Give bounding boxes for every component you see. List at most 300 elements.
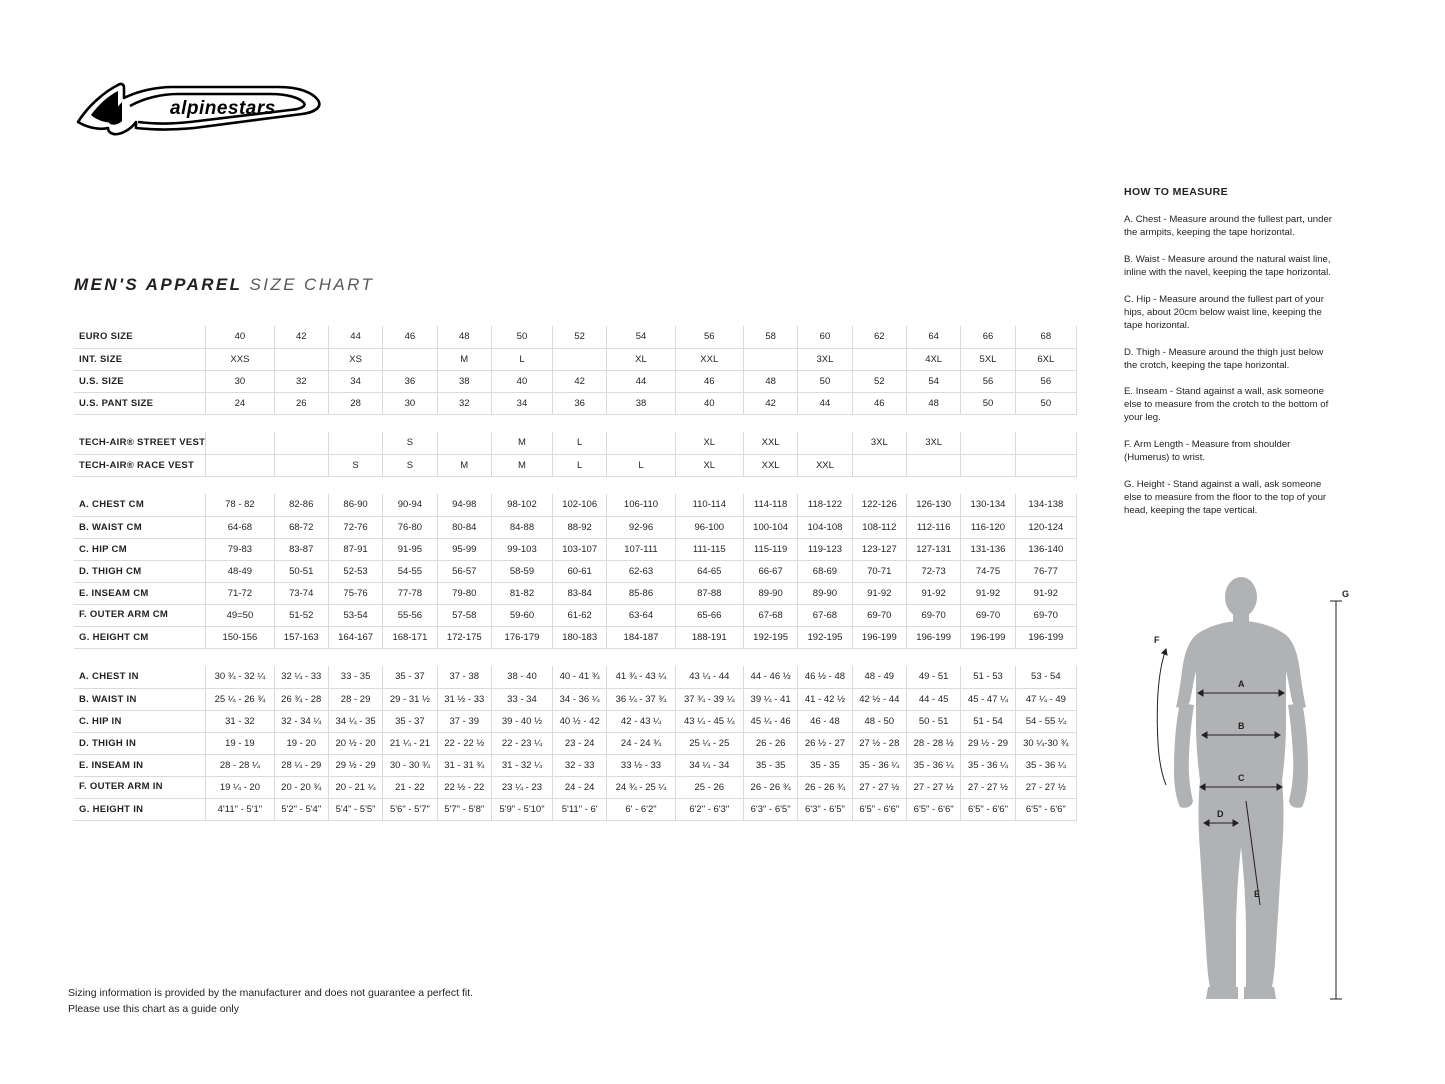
table-cell: 46 ½ - 48: [798, 666, 852, 688]
table-cell: 44: [798, 392, 852, 414]
table-cell: 67-68: [743, 604, 797, 626]
table-cell: 50 - 51: [906, 710, 960, 732]
table-cell: 53 - 54: [1015, 666, 1076, 688]
table-cell: 50: [491, 326, 552, 348]
table-cell: 94-98: [437, 494, 491, 516]
table-cell: 49=50: [206, 604, 274, 626]
alpinestars-logo: [74, 78, 324, 138]
table-cell: 42: [743, 392, 797, 414]
table-cell: 6'2" - 6'3": [675, 798, 743, 820]
table-cell: 6'5" - 6'6": [852, 798, 906, 820]
table-cell: 196-199: [1015, 626, 1076, 648]
table-cell: 60: [798, 326, 852, 348]
table-cell: 26: [274, 392, 328, 414]
table-cell: 3XL: [852, 432, 906, 454]
table-cell: 6'5" - 6'6": [961, 798, 1015, 820]
table-cell: 107-111: [607, 538, 675, 560]
table-cell: 95-99: [437, 538, 491, 560]
table-cell: 35 - 37: [383, 666, 437, 688]
table-row: [74, 710, 1077, 732]
table-row: [74, 798, 1077, 820]
table-cell: 35 - 35: [743, 754, 797, 776]
table-cell: 134-138: [1015, 494, 1076, 516]
table-cell: 23 - 24: [553, 732, 607, 754]
alpinestars-logo-icon: [74, 78, 324, 138]
table-row: [74, 370, 1077, 392]
table-row: [74, 348, 1077, 370]
table-cell: 46: [852, 392, 906, 414]
table-cell: 22 - 22 ½: [437, 732, 491, 754]
table-row: [74, 560, 1077, 582]
table-spacer-row: [74, 648, 1077, 666]
table-cell: 35 - 36 ¼: [1015, 754, 1076, 776]
table-cell: 91-92: [961, 582, 1015, 604]
table-spacer-row: [74, 476, 1077, 494]
table-cell: 50: [1015, 392, 1076, 414]
row-label: TECH-AIR® STREET VEST: [74, 432, 206, 454]
row-label: G. HEIGHT CM: [74, 626, 206, 648]
table-cell: 164-167: [328, 626, 382, 648]
table-cell: 48 - 50: [852, 710, 906, 732]
table-cell: 5'4" - 5'5": [328, 798, 382, 820]
table-cell: 48-49: [206, 560, 274, 582]
table-cell: 51-52: [274, 604, 328, 626]
table-cell: 31 - 31 ¾: [437, 754, 491, 776]
table-cell: 40 - 41 ¾: [553, 666, 607, 688]
table-cell: 58: [743, 326, 797, 348]
footnote: [68, 985, 473, 1018]
table-row: [74, 732, 1077, 754]
figure-label-e: E: [1254, 889, 1261, 899]
table-cell: 56: [1015, 370, 1076, 392]
table-cell: 76-80: [383, 516, 437, 538]
how-to-measure-item-e: E. Inseam - Stand against a wall, ask someone else to measure from the crotch to the bottom of your leg.: [1124, 386, 1329, 424]
figure-label-f: F: [1154, 635, 1160, 645]
table-cell: 50-51: [274, 560, 328, 582]
table-cell: [906, 454, 960, 476]
table-cell: 3XL: [798, 348, 852, 370]
table-cell: 32 - 34 ¼: [274, 710, 328, 732]
table-cell: 27 - 27 ½: [1015, 776, 1076, 798]
table-cell: 54: [607, 326, 675, 348]
table-row: [74, 326, 1077, 348]
table-cell: [743, 348, 797, 370]
table-cell: 30 ¼-30 ¾: [1015, 732, 1076, 754]
table-cell: 5'7" - 5'8": [437, 798, 491, 820]
table-cell: 28 - 28 ½: [906, 732, 960, 754]
table-cell: 188-191: [675, 626, 743, 648]
table-cell: 62-63: [607, 560, 675, 582]
table-cell: 6'5" - 6'6": [1015, 798, 1076, 820]
table-row: [74, 776, 1077, 798]
row-label: D. THIGH CM: [74, 560, 206, 582]
table-cell: 46 - 48: [798, 710, 852, 732]
table-cell: 72-76: [328, 516, 382, 538]
table-cell: 31 - 32 ¼: [491, 754, 552, 776]
row-label: U.S. PANT SIZE: [74, 392, 206, 414]
table-row: [74, 454, 1077, 476]
table-cell: 136-140: [1015, 538, 1076, 560]
table-cell: 30 ¾ - 32 ¼: [206, 666, 274, 688]
table-cell: 26 - 26: [743, 732, 797, 754]
table-cell: 32: [274, 370, 328, 392]
table-cell: 34 ¼ - 35: [328, 710, 382, 732]
table-cell: 127-131: [906, 538, 960, 560]
table-cell: 48: [743, 370, 797, 392]
table-cell: 31 - 32: [206, 710, 274, 732]
row-label: A. CHEST IN: [74, 666, 206, 688]
row-label: INT. SIZE: [74, 348, 206, 370]
table-cell: 50: [798, 370, 852, 392]
row-label: EURO SIZE: [74, 326, 206, 348]
row-label: E. INSEAM IN: [74, 754, 206, 776]
table-cell: 131-136: [961, 538, 1015, 560]
table-cell: 24 - 24 ¾: [607, 732, 675, 754]
table-cell: 35 - 36 ¼: [852, 754, 906, 776]
table-cell: 54-55: [383, 560, 437, 582]
row-label: F. OUTER ARM CM: [74, 604, 206, 626]
table-cell: 43 ¼ - 44: [675, 666, 743, 688]
table-cell: 110-114: [675, 494, 743, 516]
table-cell: 19 - 19: [206, 732, 274, 754]
table-cell: 39 - 40 ½: [491, 710, 552, 732]
table-cell: 24 - 24: [553, 776, 607, 798]
body-figure-icon: [1124, 575, 1374, 1015]
table-cell: 42: [274, 326, 328, 348]
row-label: TECH-AIR® RACE VEST: [74, 454, 206, 476]
table-cell: 54: [906, 370, 960, 392]
row-label: C. HIP CM: [74, 538, 206, 560]
table-cell: 31 ½ - 33: [437, 688, 491, 710]
table-cell: 104-108: [798, 516, 852, 538]
table-cell: 6'3" - 6'5": [798, 798, 852, 820]
table-cell: 45 - 47 ¼: [961, 688, 1015, 710]
table-cell: 130-134: [961, 494, 1015, 516]
table-cell: [206, 454, 274, 476]
how-to-measure-item-g: G. Height - Stand against a wall, ask someone else to measure from the floor to the top of your head, keeping the tape vertical.: [1124, 479, 1327, 516]
table-cell: XL: [607, 348, 675, 370]
table-cell: 5'9" - 5'10": [491, 798, 552, 820]
table-cell: 25 - 26: [675, 776, 743, 798]
table-cell: [274, 454, 328, 476]
table-cell: 41 ¾ - 43 ¼: [607, 666, 675, 688]
table-cell: 45 ¼ - 46: [743, 710, 797, 732]
table-cell: 192-195: [743, 626, 797, 648]
table-cell: 66: [961, 326, 1015, 348]
table-cell: 86-90: [328, 494, 382, 516]
table-cell: 83-84: [553, 582, 607, 604]
table-cell: 6XL: [1015, 348, 1076, 370]
table-cell: 26 - 26 ¾: [798, 776, 852, 798]
table-cell: 88-92: [553, 516, 607, 538]
table-cell: 60-61: [553, 560, 607, 582]
table-cell: XXL: [743, 432, 797, 454]
footnote-line-2: Please use this chart as a guide only: [68, 1003, 240, 1016]
table-cell: 172-175: [437, 626, 491, 648]
table-cell: [852, 454, 906, 476]
table-cell: 57-58: [437, 604, 491, 626]
table-cell: 73-74: [274, 582, 328, 604]
table-cell: 52: [553, 326, 607, 348]
table-cell: 103-107: [553, 538, 607, 560]
table-cell: 37 ¾ - 39 ¼: [675, 688, 743, 710]
table-cell: 28 - 28 ¼: [206, 754, 274, 776]
table-cell: 36 ¼ - 37 ¾: [607, 688, 675, 710]
table-cell: 5'2" - 5'4": [274, 798, 328, 820]
table-cell: 55-56: [383, 604, 437, 626]
table-cell: 22 ½ - 22: [437, 776, 491, 798]
table-cell: 29 ½ - 29: [328, 754, 382, 776]
table-cell: 76-77: [1015, 560, 1076, 582]
table-cell: 79-80: [437, 582, 491, 604]
table-cell: 37 - 38: [437, 666, 491, 688]
page-title: [74, 275, 374, 295]
table-cell: 28 - 29: [328, 688, 382, 710]
table-cell: 51 - 54: [961, 710, 1015, 732]
table-cell: 91-92: [906, 582, 960, 604]
figure-label-a: A: [1238, 679, 1245, 689]
table-cell: 90-94: [383, 494, 437, 516]
table-cell: 84-88: [491, 516, 552, 538]
table-row: [74, 432, 1077, 454]
table-cell: XS: [328, 348, 382, 370]
table-cell: 157-163: [274, 626, 328, 648]
table-cell: [206, 432, 274, 454]
table-cell: 69-70: [852, 604, 906, 626]
table-cell: 40: [491, 370, 552, 392]
table-cell: 89-90: [743, 582, 797, 604]
table-cell: 91-92: [852, 582, 906, 604]
table-cell: 35 - 36 ¼: [961, 754, 1015, 776]
row-label: G. HEIGHT IN: [74, 798, 206, 820]
table-cell: S: [383, 432, 437, 454]
table-cell: 37 - 39: [437, 710, 491, 732]
how-to-measure-item-d: D. Thigh - Measure around the thigh just below the crotch, keeping the tape horizontal.: [1124, 346, 1324, 371]
table-cell: 6'5" - 6'6": [906, 798, 960, 820]
table-cell: 38 - 40: [491, 666, 552, 688]
table-cell: 44 - 45: [906, 688, 960, 710]
how-to-measure-panel: [1124, 186, 1334, 532]
table-cell: 22 - 23 ¼: [491, 732, 552, 754]
table-cell: [607, 432, 675, 454]
table-cell: 29 - 31 ½: [383, 688, 437, 710]
table-cell: 150-156: [206, 626, 274, 648]
table-cell: 5XL: [961, 348, 1015, 370]
table-cell: [961, 432, 1015, 454]
how-to-measure-item-f: F. Arm Length - Measure from shoulder (Humerus) to wrist.: [1124, 439, 1291, 464]
table-cell: [274, 348, 328, 370]
table-cell: XXL: [675, 348, 743, 370]
table-cell: XXL: [798, 454, 852, 476]
table-cell: 24 ¾ - 25 ¼: [607, 776, 675, 798]
table-cell: 68: [1015, 326, 1076, 348]
table-cell: 111-115: [675, 538, 743, 560]
table-cell: 26 ½ - 27: [798, 732, 852, 754]
table-cell: 6' - 6'2": [607, 798, 675, 820]
table-cell: [1015, 454, 1076, 476]
table-spacer-row: [74, 414, 1077, 432]
table-row: [74, 582, 1077, 604]
table-cell: 40 ½ - 42: [553, 710, 607, 732]
table-cell: 79-83: [206, 538, 274, 560]
table-cell: 196-199: [852, 626, 906, 648]
table-cell: 91-92: [1015, 582, 1076, 604]
table-cell: 33 - 35: [328, 666, 382, 688]
table-cell: 192-195: [798, 626, 852, 648]
table-cell: 30: [206, 370, 274, 392]
table-cell: 63-64: [607, 604, 675, 626]
table-cell: 30: [383, 392, 437, 414]
logo-wordmark: alpinestars: [170, 98, 276, 119]
table-cell: 77-78: [383, 582, 437, 604]
table-cell: S: [383, 454, 437, 476]
table-cell: 120-124: [1015, 516, 1076, 538]
table-cell: 99-103: [491, 538, 552, 560]
table-cell: 51 - 53: [961, 666, 1015, 688]
table-cell: 43 ¼ - 45 ¼: [675, 710, 743, 732]
table-cell: 85-86: [607, 582, 675, 604]
table-cell: 30 - 30 ¾: [383, 754, 437, 776]
table-cell: 116-120: [961, 516, 1015, 538]
table-cell: L: [553, 454, 607, 476]
table-cell: XL: [675, 454, 743, 476]
table-row: [74, 688, 1077, 710]
row-label: A. CHEST CM: [74, 494, 206, 516]
table-cell: 180-183: [553, 626, 607, 648]
table-cell: S: [328, 454, 382, 476]
table-cell: 27 ½ - 28: [852, 732, 906, 754]
table-cell: 108-112: [852, 516, 906, 538]
table-cell: 20 ½ - 20: [328, 732, 382, 754]
table-cell: 48 - 49: [852, 666, 906, 688]
table-spacer-cell: [74, 414, 1077, 432]
table-cell: 38: [607, 392, 675, 414]
table-cell: 24: [206, 392, 274, 414]
table-cell: 56: [675, 326, 743, 348]
table-cell: 196-199: [961, 626, 1015, 648]
row-label: U.S. SIZE: [74, 370, 206, 392]
size-chart-table: [74, 326, 1077, 821]
table-cell: [553, 348, 607, 370]
table-cell: 35 - 35: [798, 754, 852, 776]
table-cell: 27 - 27 ½: [906, 776, 960, 798]
table-cell: 112-116: [906, 516, 960, 538]
table-cell: 42 ½ - 44: [852, 688, 906, 710]
table-cell: 48: [437, 326, 491, 348]
table-cell: 34 - 36 ¼: [553, 688, 607, 710]
figure-label-c: C: [1238, 773, 1245, 783]
table-cell: 42: [553, 370, 607, 392]
table-cell: 49 - 51: [906, 666, 960, 688]
table-cell: 69-70: [906, 604, 960, 626]
table-cell: 34: [328, 370, 382, 392]
table-cell: 44: [607, 370, 675, 392]
table-cell: 83-87: [274, 538, 328, 560]
table-cell: 36: [553, 392, 607, 414]
table-cell: 35 - 36 ¼: [906, 754, 960, 776]
table-cell: 20 - 20 ¾: [274, 776, 328, 798]
table-cell: 118-122: [798, 494, 852, 516]
table-cell: 123-127: [852, 538, 906, 560]
table-cell: 28: [328, 392, 382, 414]
table-cell: M: [491, 432, 552, 454]
table-cell: M: [437, 348, 491, 370]
table-cell: 36: [383, 370, 437, 392]
table-cell: 54 - 55 ¼: [1015, 710, 1076, 732]
table-cell: XL: [675, 432, 743, 454]
measurement-diagram: [1124, 575, 1374, 1015]
table-cell: 5'11" - 6': [553, 798, 607, 820]
table-cell: 32 - 33: [553, 754, 607, 776]
table-cell: 5'6" - 5'7": [383, 798, 437, 820]
table-cell: 122-126: [852, 494, 906, 516]
table-cell: 184-187: [607, 626, 675, 648]
table-cell: 61-62: [553, 604, 607, 626]
table-cell: [961, 454, 1015, 476]
table-cell: 176-179: [491, 626, 552, 648]
row-label: C. HIP IN: [74, 710, 206, 732]
table-cell: M: [491, 454, 552, 476]
table-spacer-cell: [74, 476, 1077, 494]
table-cell: 39 ¼ - 41: [743, 688, 797, 710]
table-row: [74, 494, 1077, 516]
table-cell: 40: [206, 326, 274, 348]
table-cell: XXL: [743, 454, 797, 476]
how-to-measure-item-c: C. Hip - Measure around the fullest part of your hips, about 20cm below waist line, keeping the tape horizontal.: [1124, 293, 1324, 331]
table-cell: 48: [906, 392, 960, 414]
table-cell: 70-71: [852, 560, 906, 582]
table-cell: 82-86: [274, 494, 328, 516]
table-cell: 64-68: [206, 516, 274, 538]
table-row: [74, 626, 1077, 648]
table-cell: 19 ¼ - 20: [206, 776, 274, 798]
table-cell: 40: [675, 392, 743, 414]
table-cell: 69-70: [961, 604, 1015, 626]
table-cell: 47 ¼ - 49: [1015, 688, 1076, 710]
table-cell: 65-66: [675, 604, 743, 626]
table-cell: 96-100: [675, 516, 743, 538]
table-cell: 78 - 82: [206, 494, 274, 516]
table-cell: 56-57: [437, 560, 491, 582]
table-cell: 87-91: [328, 538, 382, 560]
table-cell: L: [553, 432, 607, 454]
table-cell: 53-54: [328, 604, 382, 626]
table-cell: M: [437, 454, 491, 476]
how-to-measure-item-b: B. Waist - Measure around the natural waist line, inline with the navel, keeping the tape horizontal.: [1124, 253, 1331, 278]
table-cell: 6'3" - 6'5": [743, 798, 797, 820]
table-cell: 34 ¼ - 34: [675, 754, 743, 776]
figure-label-b: B: [1238, 721, 1245, 731]
how-to-measure-heading: HOW TO MEASURE: [1124, 186, 1228, 198]
table-cell: 74-75: [961, 560, 1015, 582]
table-cell: 27 - 27 ½: [961, 776, 1015, 798]
table-cell: 21 - 22: [383, 776, 437, 798]
table-cell: 114-118: [743, 494, 797, 516]
footnote-line-1: Sizing information is provided by the manufacturer and does not guarantee a perfect fit.: [68, 987, 474, 999]
table-cell: 20 - 21 ¼: [328, 776, 382, 798]
table-cell: 32 ¼ - 33: [274, 666, 328, 688]
table-cell: 23 ¼ - 23: [491, 776, 552, 798]
table-cell: 81-82: [491, 582, 552, 604]
table-cell: 35 - 37: [383, 710, 437, 732]
table-cell: 68-69: [798, 560, 852, 582]
table-row: [74, 666, 1077, 688]
table-cell: 64: [906, 326, 960, 348]
table-cell: 46: [675, 370, 743, 392]
table-cell: 102-106: [553, 494, 607, 516]
table-row: [74, 392, 1077, 414]
table-cell: 19 - 20: [274, 732, 328, 754]
